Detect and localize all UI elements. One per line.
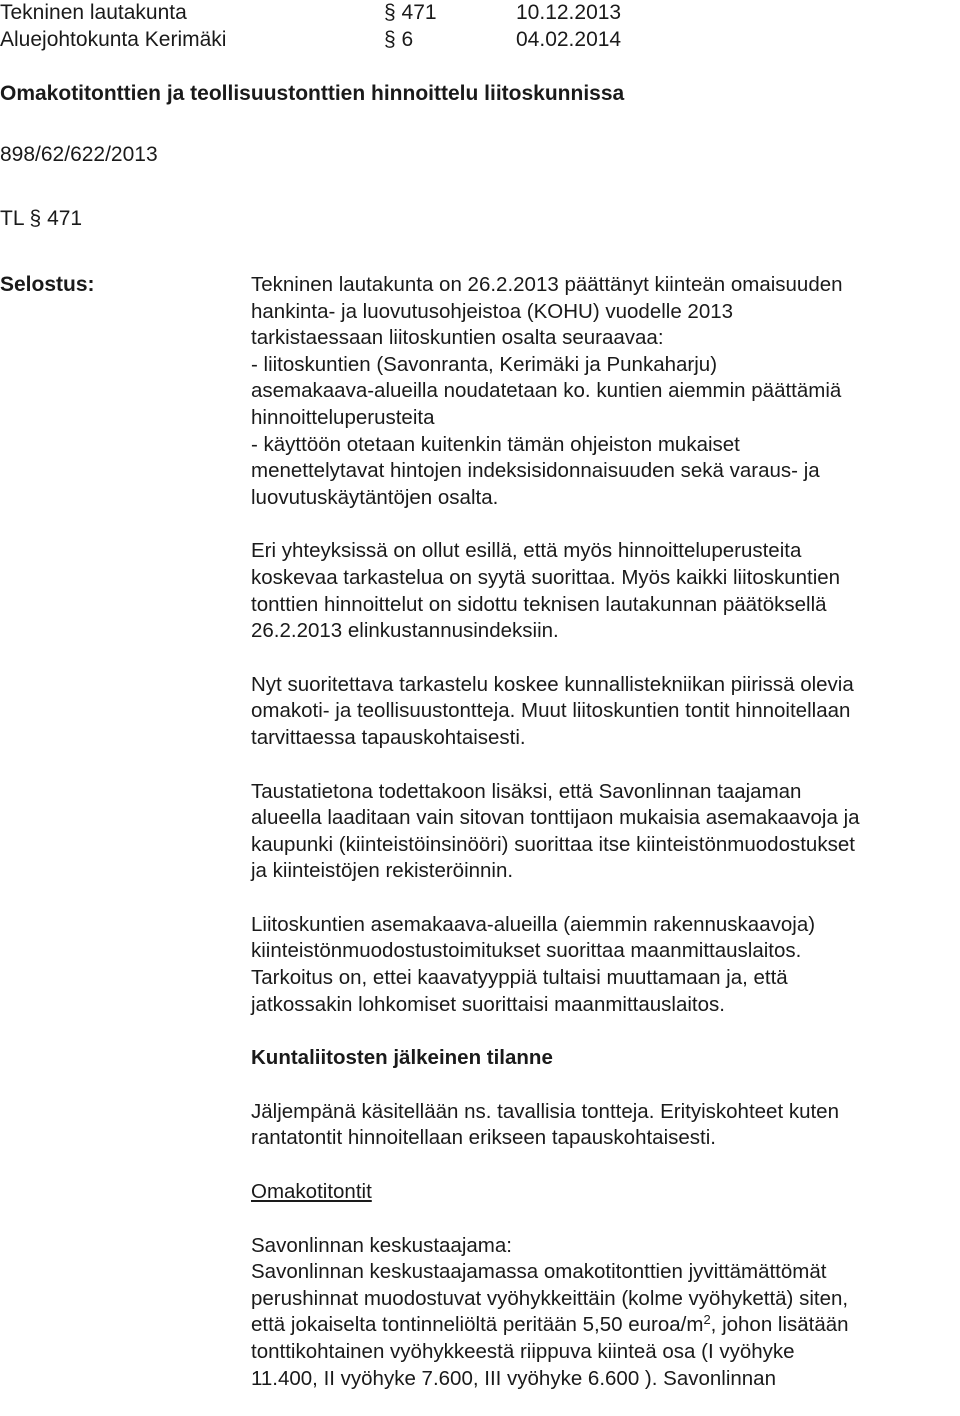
- paragraph-4: [251, 779, 951, 885]
- text-line: hankinta- ja luovutusohjeistoa (KOHU) vuodelle 2013: [251, 299, 734, 323]
- paragraph-3: [251, 672, 951, 752]
- header-section-2: § 6: [384, 28, 414, 51]
- text-line: perushinnat muodostuvat vyöhykkeittäin (kolme vyöhykettä) siten,: [251, 1286, 849, 1310]
- text-line: Nyt suoritettava tarkastelu koskee kunnallistekniikan piirissä olevia: [251, 672, 854, 696]
- text-line: asemakaava-alueilla noudatetaan ko. kuntien aiemmin päättämiä: [251, 379, 842, 403]
- paragraph-5: [251, 912, 951, 1018]
- superscript: 2: [703, 1312, 711, 1328]
- text-line: Liitoskuntien asemakaava-alueilla (aiemmin rakennuskaavoja): [251, 912, 816, 936]
- text-line: menettelytavat hintojen indeksisidonnaisuuden sekä varaus- ja: [251, 459, 820, 483]
- text-line: jatkossakin lohkomiset suorittaisi maanmittauslaitos.: [251, 992, 725, 1016]
- text-line: kaupunki (kiinteistöinsinööri) suorittaa itse kiinteistönmuodostukset: [251, 832, 855, 856]
- text-line: - liitoskuntien (Savonranta, Kerimäki ja Punkaharju): [251, 352, 718, 376]
- paragraph-7: [251, 1233, 951, 1393]
- subheading-keskustaajama: Savonlinnan keskustaajama:: [251, 1233, 512, 1257]
- selostus-label: Selostus:: [0, 273, 95, 296]
- text-line: koskevaa tarkastelua on syytä suorittaa. Myös kaikki liitoskuntien: [251, 565, 841, 589]
- text-fragment: , johon lisätään: [710, 1313, 849, 1337]
- heading-omakotitontit: Omakotitontit: [251, 1180, 372, 1204]
- text-line: 11.400, II vyöhyke 7.600, III vyöhyke 6.600 ). Savonlinnan: [251, 1366, 776, 1390]
- text-line: omakoti- ja teollisuustontteja. Muut liitoskuntien tontit hinnoitellaan: [251, 699, 851, 723]
- text-line: alueella laaditaan vain sitovan tonttijaon mukaisia asemakaavoja ja: [251, 806, 860, 830]
- text-line: kiinteistönmuodostustoimitukset suorittaa maanmittauslaitos.: [251, 939, 802, 963]
- text-line: tonttien hinnoittelut on sidottu teknisen lautakunnan päätöksellä: [251, 592, 827, 616]
- text-line: tonttikohtainen vyöhykkeestä riippuva kiinteä osa (I vyöhyke: [251, 1340, 795, 1363]
- record-number: 898/62/622/2013: [0, 143, 158, 166]
- header-org-2: Aluejohtokunta Kerimäki: [0, 28, 227, 51]
- text-line: Tarkoitus on, ettei kaavatyyppiä tultaisi muuttamaan ja, että: [251, 966, 788, 990]
- body-text: [251, 272, 951, 1392]
- paragraph-6: [251, 1099, 951, 1152]
- header-date-2: 04.02.2014: [516, 28, 622, 51]
- document-title: Omakotitonttien ja teollisuustonttien hinnoittelu liitoskunnissa: [0, 82, 625, 105]
- header-org-1: Tekninen lautakunta: [0, 1, 187, 24]
- text-line: tarkistaessaan liitoskuntien osalta seuraavaa:: [251, 326, 664, 350]
- text-fragment: että jokaiselta tontinneliöltä peritään 5,50 euroa/m: [251, 1313, 704, 1337]
- header-date-1: 10.12.2013: [516, 1, 622, 24]
- text-line: - käyttöön otetaan kuitenkin tämän ohjeiston mukaiset: [251, 432, 740, 456]
- text-line: Tekninen lautakunta on 26.2.2013 päättänyt kiinteän omaisuuden: [251, 273, 843, 296]
- text-line: hinnoitteluperusteita: [251, 405, 435, 429]
- paragraph-1: [251, 272, 951, 511]
- paragraph-2: [251, 538, 951, 644]
- text-line: Taustatietona todettakoon lisäksi, että Savonlinnan taajaman: [251, 779, 802, 803]
- heading-kuntaliitos: Kuntaliitosten jälkeinen tilanne: [251, 1046, 553, 1070]
- header-section-1: § 471: [384, 1, 437, 24]
- text-line: ja kiinteistöjen rekisteröinnin.: [251, 859, 514, 883]
- text-line: [251, 1312, 951, 1339]
- text-line: luovutuskäytäntöjen osalta.: [251, 485, 499, 509]
- reference-section: TL § 471: [0, 207, 83, 230]
- text-line: 26.2.2013 elinkustannusindeksiin.: [251, 619, 559, 643]
- text-line: rantatontit hinnoitellaan erikseen tapauskohtaisesti.: [251, 1126, 716, 1150]
- text-line: tarvittaessa tapauskohtaisesti.: [251, 725, 526, 749]
- text-line: Eri yhteyksissä on ollut esillä, että myös hinnoitteluperusteita: [251, 539, 802, 563]
- text-line: Savonlinnan keskustaajamassa omakotitonttien jyvittämättömät: [251, 1260, 827, 1284]
- text-line: Jäljempänä käsitellään ns. tavallisia tontteja. Erityiskohteet kuten: [251, 1099, 839, 1123]
